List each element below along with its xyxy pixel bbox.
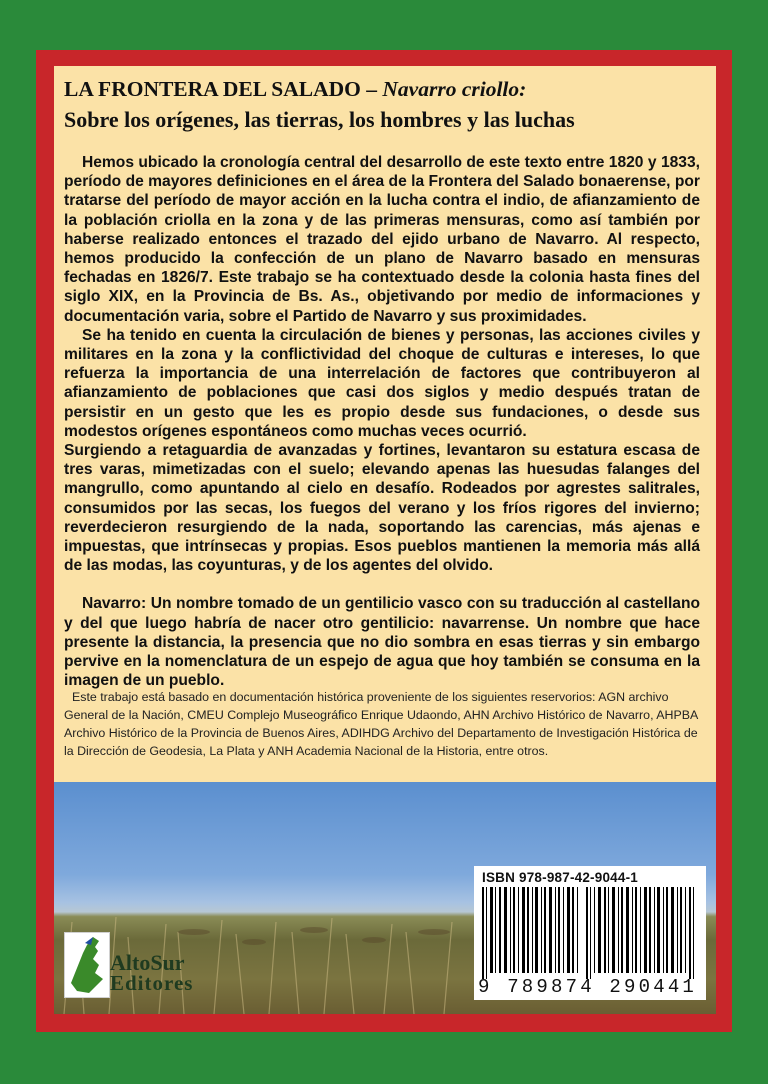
publisher-name	[110, 952, 193, 994]
publisher-line2: Editores	[110, 971, 194, 995]
back-cover-text	[64, 153, 700, 690]
paragraph-3: Surgiendo a retaguardia de avanzadas y fortines, levantaron su estatura escasa de tres varas, mimetizadas con el suelo; elevando apenas las huesudas falanges del mangrullo, como apuntando al cielo en desafío. Rodeados por agrestes salitrales, consumidos por las secas, los fuegos del verano y los fríos rigores del invierno; reverdecieron resurgiendo de la nada, soportando las carencias, más ajenas e impuestas, que intrínsecas y propias. Esos pueblos mantienen la memoria más allá de las modas, las coyunturas, y de los agentes del olvido.	[64, 442, 700, 575]
book-title	[64, 77, 526, 102]
book-subtitle: Sobre los orígenes, las tierras, los hombres y las luchas	[64, 107, 575, 132]
sources-note	[64, 688, 704, 760]
paragraph-4: Navarro: Un nombre tomado de un gentilicio vasco con su traducción al castellano y del que luego habría de nacer otro gentilicio: navarrense. Un nombre que hace presente la distancia, la presencia que no dio sombra en esas tierras y sin embargo pervive en la nomenclatura de un espejo de agua que hoy también se consuma en la imagen de un pueblo.	[64, 595, 700, 690]
title-main: LA FRONTERA DEL SALADO –	[64, 77, 383, 101]
argentina-map-icon	[65, 933, 109, 997]
barcode	[480, 887, 700, 979]
title-sub: Navarro criollo:	[382, 77, 527, 101]
isbn-label: ISBN 978-987-42-9044-1	[482, 870, 638, 885]
paragraph-2: Se ha tenido en cuenta la circulación de bienes y personas, las acciones civiles y militares en la zona y la conflictividad del choque de culturas e intereses, lo que refuerza la importancia de una interrelación de factores que contribuyeron al afianzamiento de poblaciones que casi dos siglos y medio después tratan de persistir en un gesto que les es propio desde sus fundaciones, o desde sus modestos orígenes espontáneos como muchas veces ocurrió.	[64, 326, 700, 440]
paragraph-1: Hemos ubicado la cronología central del desarrollo de este texto entre 1820 y 1833, período de mayores definiciones en el área de la Frontera del Salado bonaerense, por tratarse del período de mayor acción en la lucha contra el indio, de afianzamiento de la población criolla en la zona y de las primeras mensuras, como así también por haberse realizado entonces el trazado del ejido urbano de Navarro. Al respecto, hemos producido la confección de un plano de Navarro basado en mensuras fechadas en 1826/7. Este trabajo se ha contextuado desde la colonia hasta fines del siglo XIX, en la Provincia de Bs. As., objetivando por medio de informaciones y documentación varia, sobre el Partido de Navarro y sus proximidades.	[64, 154, 700, 325]
publisher-logo	[64, 932, 110, 998]
publisher-line1: AltoSur	[110, 950, 185, 975]
barcode-digits: 9 789874 290441	[478, 976, 698, 998]
sources-note-text: Este trabajo está basado en documentación histórica proveniente de los siguientes reservorios: AGN archivo General de la Nación, CMEU Complejo Museográfico Enrique Udaondo, AHN Archivo Histórico de Navarro, AHPBA Archivo Histórico de la Provincia de Buenos Aires, ADIHDG Archivo del Departamento de Investigación Histórica de la Dirección de Geodesia, La Plata y ANH Academia Nacional de la Historia, entre otros.	[64, 690, 698, 758]
